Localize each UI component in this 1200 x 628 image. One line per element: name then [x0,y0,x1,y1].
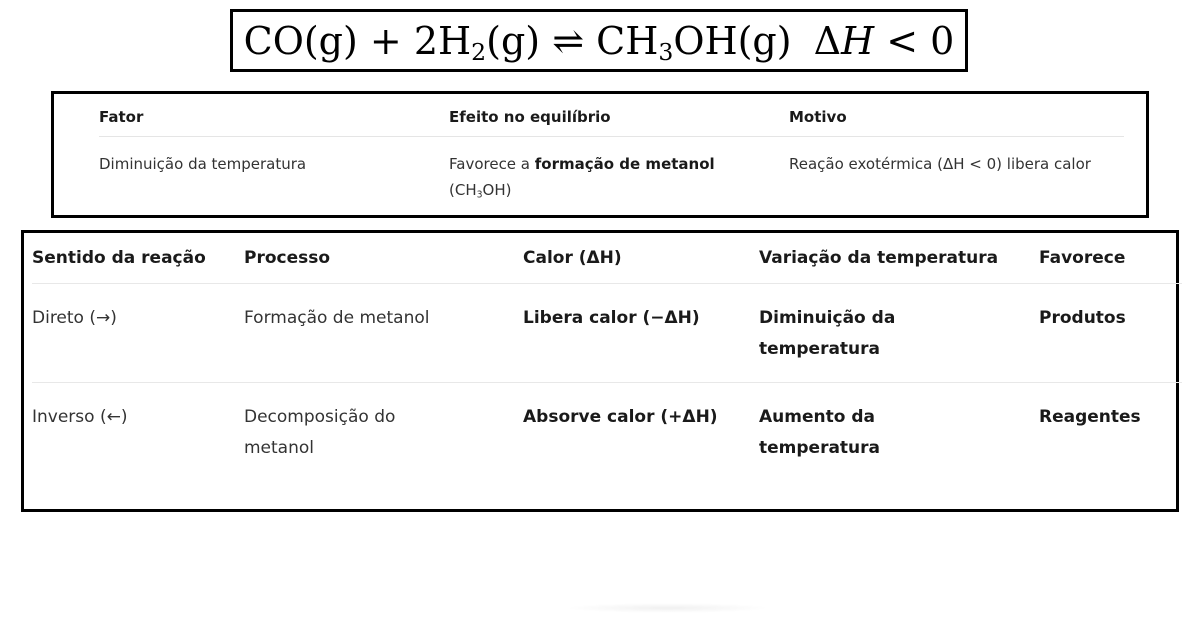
header-motivo: Motivo [789,108,847,126]
header-processo: Processo [244,248,331,268]
table-row [32,284,1182,383]
cell-favorece: Produtos [1039,308,1126,328]
cell-calor: Absorve calor (+ΔH) [523,407,718,427]
cell-variacao: Diminuição da temperatura [759,308,896,359]
scroll-shadow [565,603,770,613]
direction-table [32,233,1182,464]
header-favorece: Favorece [1039,248,1126,268]
factor-table-header [99,98,1124,137]
cell-fator: Diminuição da temperatura [99,155,307,173]
cell-processo: Decomposição do metanol [244,407,396,458]
header-sentido: Sentido da reação [32,248,206,268]
factor-table [99,98,1124,203]
cell-variacao: Aumento da temperatura [759,407,881,458]
header-efeito: Efeito no equilíbrio [449,108,611,126]
cell-processo: Formação de metanol [244,308,430,328]
cell-sentido: Direto (→) [32,308,117,328]
factor-table-box [51,91,1149,218]
cell-favorece: Reagentes [1039,407,1141,427]
equation-box [230,9,968,72]
direction-table-box [21,230,1179,512]
header-variacao: Variação da temperatura [759,248,999,268]
table-row [99,137,1124,203]
cell-efeito: Favorece a formação de metanol $(CH_3OH)$ [449,155,715,201]
header-fator: Fator [99,108,144,126]
equation-text: $CO(g) + 2H_2(g)$ ⇌ $CH_3OH(g) \Delta H < 0$ [243,18,955,66]
cell-calor: Libera calor (−ΔH) [523,308,700,328]
direction-table-header [32,233,1182,284]
table-row [32,383,1182,464]
cell-sentido: Inverso (←) [32,407,128,427]
header-calor: Calor (ΔH) [523,248,622,268]
cell-motivo: Reação exotérmica (ΔH < 0) libera calor [789,155,1091,173]
